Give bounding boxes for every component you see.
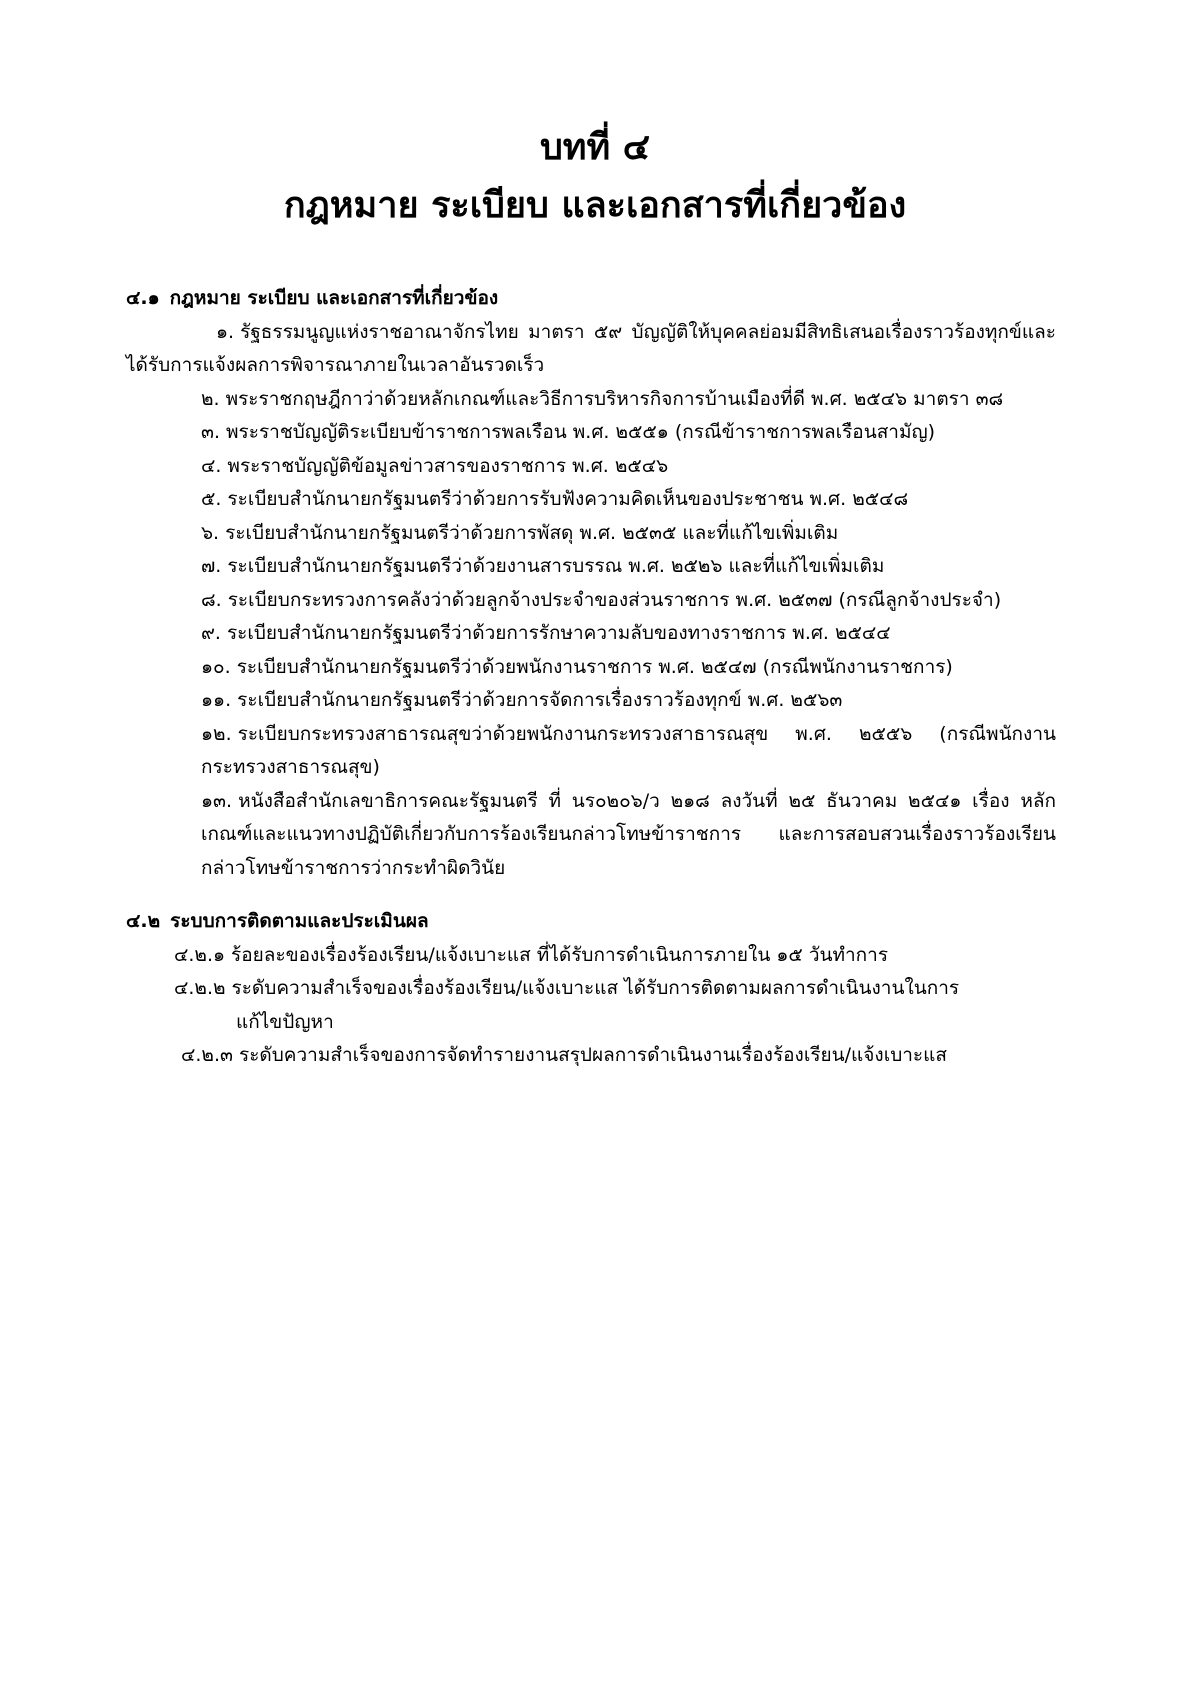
law-item: ๘. ระเบียบกระทรวงการคลังว่าด้วยลูกจ้างประจำของส่วนราชการ พ.ศ. ๒๕๓๗ (กรณีลูกจ้างประจำ) (201, 588, 1002, 611)
section-number: ๔.๒ (126, 910, 161, 932)
section-number: ๔.๑ (126, 287, 160, 309)
law-item: ๑. รัฐธรรมนูญแห่งราชอาณาจักรไทย มาตรา ๕๙ บัญญัติให้บุคคลย่อมมีสิทธิเสนอเรื่องราวร้องทุกข์และได้รับการแจ้งผลการพิจารณาภายในเวลาอันรวดเร็ว (126, 320, 1056, 376)
metric-item: ๔.๒.๓ ระดับความสำเร็จของการจัดทำรายงานสรุปผลการดำเนินงานเรื่องร้องเรียน/แจ้งเบาะแส (181, 1044, 947, 1066)
section-gap (126, 885, 1056, 905)
section-heading-4-1 (126, 282, 1056, 316)
law-item: ๑๑. ระเบียบสำนักนายกรัฐมนตรีว่าด้วยการจัดการเรื่องราวร้องทุกข์ พ.ศ. ๒๕๖๓ (201, 689, 843, 711)
chapter-header (0, 122, 1190, 232)
law-item: ๕. ระเบียบสำนักนายกรัฐมนตรีว่าด้วยการรับฟังความคิดเห็นของประชาชน พ.ศ. ๒๕๔๘ (201, 488, 909, 510)
section-title: ระบบการติดตามและประเมินผล (170, 910, 429, 932)
metric-item: ๔.๒.๑ ร้อยละของเรื่องร้องเรียน/แจ้งเบาะแส ที่ได้รับการดำเนินการภายใน ๑๕ วันทำการ (174, 943, 889, 966)
law-item: ๙. ระเบียบสำนักนายกรัฐมนตรีว่าด้วยการรักษาความลับของทางราชการ พ.ศ. ๒๕๔๔ (201, 622, 891, 644)
document-body (126, 282, 1056, 1073)
chapter-number: บทที่ ๔ (539, 127, 651, 168)
law-item: ๒. พระราชกฤษฎีกาว่าด้วยหลักเกณฑ์และวิธีการบริหารกิจการบ้านเมืองที่ดี พ.ศ. ๒๕๔๖ มาตรา ๓๘ (201, 387, 1004, 410)
law-item: ๑๒. ระเบียบกระทรวงสาธารณสุขว่าด้วยพนักงานกระทรวงสาธารณสุข พ.ศ. ๒๕๕๖ (กรณีพนักงานกระทรวงสาธารณสุข) (201, 722, 1056, 778)
chapter-title: กฎหมาย ระเบียบ และเอกสารที่เกี่ยวข้อง (283, 185, 907, 226)
law-item: ๑๐. ระเบียบสำนักนายกรัฐมนตรีว่าด้วยพนักงานราชการ พ.ศ. ๒๕๔๗ (กรณีพนักงานราชการ) (201, 655, 953, 678)
section-title: กฎหมาย ระเบียบ และเอกสารที่เกี่ยวข้อง (169, 287, 499, 309)
section-heading-4-2 (126, 905, 1056, 939)
metric-item: ๔.๒.๒ ระดับความสำเร็จของเรื่องร้องเรียน/แจ้งเบาะแส ได้รับการติดตามผลการดำเนินงานในการ แก้ไขปัญหา (174, 977, 960, 1033)
law-item: ๗. ระเบียบสำนักนายกรัฐมนตรีว่าด้วยงานสารบรรณ พ.ศ. ๒๕๒๖ และที่แก้ไขเพิ่มเติม (201, 555, 885, 577)
law-item: ๑๓. หนังสือสำนักเลขาธิการคณะรัฐมนตรี ที่ นร๐๒๐๖/ว ๒๑๘ ลงวันที่ ๒๕ ธันวาคม ๒๕๔๑ เรื่อง หลักเกณฑ์และแนวทางปฏิบัติเกี่ยวกับการร้องเรียนกล่าวโทษข้าราชการ และการสอบสวนเรื่องราวร้องเรียน กล่าวโทษข้าราชการว่ากระทำผิดวินัย (201, 789, 1056, 879)
law-item: ๓. พระราชบัญญัติระเบียบข้าราชการพลเรือน พ.ศ. ๒๕๕๑ (กรณีข้าราชการพลเรือนสามัญ) (201, 421, 936, 443)
law-item: ๔. พระราชบัญญัติข้อมูลข่าวสารของราชการ พ.ศ. ๒๕๔๖ (201, 454, 669, 477)
law-item: ๖. ระเบียบสำนักนายกรัฐมนตรีว่าด้วยการพัสดุ พ.ศ. ๒๕๓๕ และที่แก้ไขเพิ่มเติม (201, 521, 839, 544)
